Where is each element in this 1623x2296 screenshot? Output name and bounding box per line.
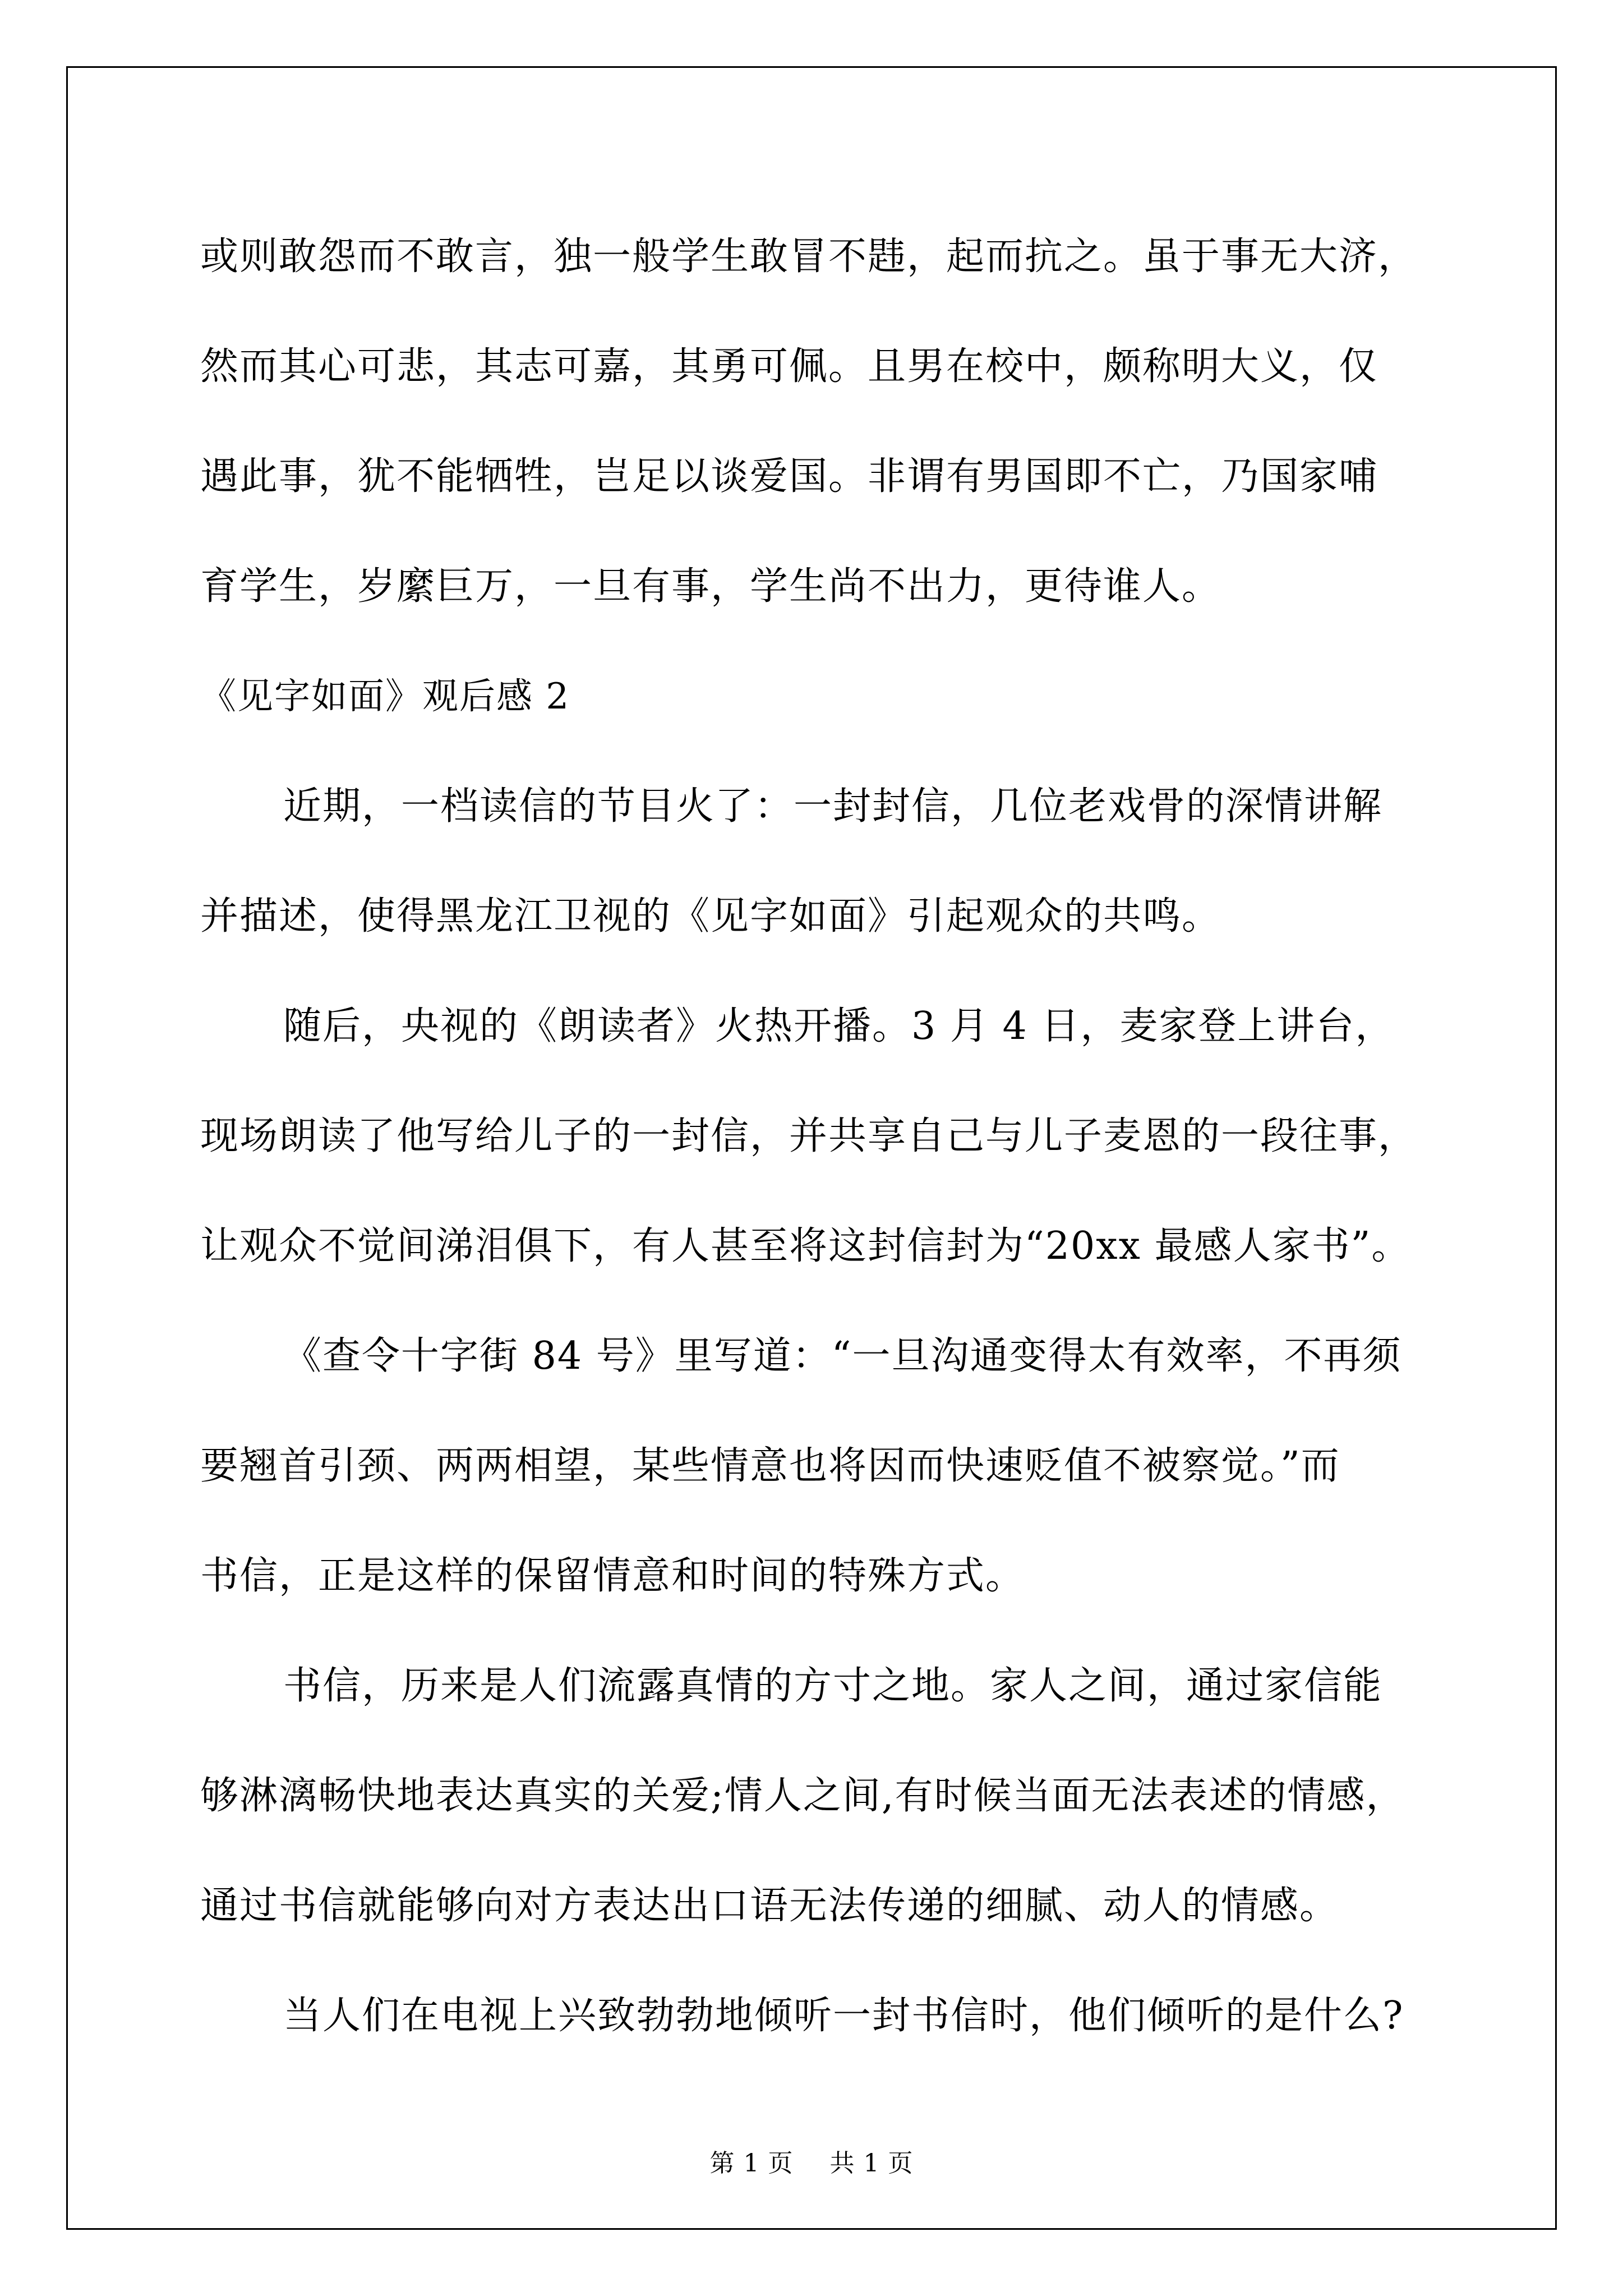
- paragraph-line: 让观众不觉间涕泪俱下，有人甚至将这封信封为“20xx 最感人家书”。: [200, 1224, 1411, 1268]
- paragraph-line: 书信，正是这样的保留情意和时间的特殊方式。: [200, 1554, 1025, 1598]
- paragraph-line: 并描述，使得黑龙江卫视的《见字如面》引起观众的共鸣。: [200, 894, 1221, 938]
- paragraph-line: 书信，历来是人们流露真情的方寸之地。家人之间，通过家信能: [283, 1664, 1383, 1708]
- document-body: [200, 202, 1428, 2071]
- paragraph-line: 要翘首引颈、两两相望，某些情意也将因而快速贬值不被察觉。”而: [200, 1444, 1340, 1488]
- page-footer: [0, 2143, 1623, 2179]
- paragraph-line: 随后，央视的《朗读者》火热开播。3 月 4 日，麦家登上讲台，: [283, 1004, 1395, 1048]
- paragraph-line: 当人们在电视上兴致勃勃地倾听一封书信时，他们倾听的是什么?: [283, 1994, 1404, 2038]
- paragraph-line: 近期，一档读信的节目火了：一封封信，几位老戏骨的深情讲解: [283, 784, 1383, 829]
- paragraph-line: 遇此事，犹不能牺牲，岂足以谈爱国。非谓有男国即不亡，乃国家哺: [200, 454, 1378, 499]
- page-number: 第 1 页: [709, 2149, 794, 2178]
- paragraph-line: 或则敢怨而不敢言，独一般学生敢冒不韪，起而抗之。虽于事无大济，: [200, 234, 1418, 279]
- paragraph-line: 然而其心可悲，其志可嘉，其勇可佩。且男在校中，颇称明大义，仅: [200, 344, 1378, 389]
- section-heading: 《见字如面》观后感 2: [200, 676, 570, 717]
- paragraph-line: 够淋漓畅快地表达真实的关爱;情人之间,有时候当面无法表述的情感，: [200, 1774, 1405, 1818]
- paragraph-line: 通过书信就能够向对方表达出口语无法传递的细腻、动人的情感。: [200, 1884, 1339, 1928]
- page-total: 共 1 页: [829, 2149, 914, 2178]
- paragraph-line: 育学生，岁縻巨万，一旦有事，学生尚不出力，更待谁人。: [200, 564, 1221, 609]
- paragraph-line: 《查令十字街 84 号》里写道：“一旦沟通变得太有效率，不再须: [283, 1334, 1402, 1378]
- paragraph-line: 现场朗读了他写给儿子的一封信，并共享自己与儿子麦恩的一段往事，: [200, 1114, 1418, 1158]
